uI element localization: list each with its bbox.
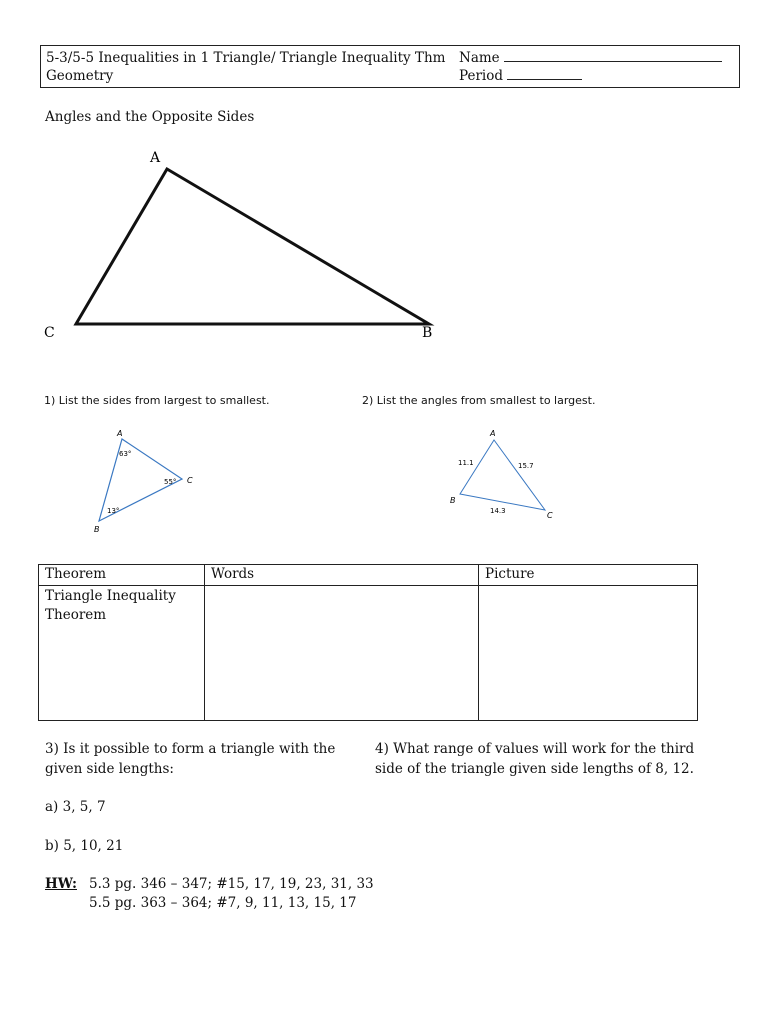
hw-line-1: 5.3 pg. 346 – 347; #15, 17, 19, 23, 31, 33 bbox=[89, 876, 374, 892]
q2-vertex-b: B bbox=[450, 496, 456, 505]
vertex-label-a: A bbox=[150, 150, 161, 166]
question-4-line-2: side of the triangle given side lengths of 8, 12. bbox=[375, 761, 694, 777]
q1-vertex-b: B bbox=[94, 525, 100, 534]
q2-triangle bbox=[460, 440, 545, 510]
table-row bbox=[39, 586, 698, 721]
header-picture: Picture bbox=[479, 565, 698, 586]
question-3a: a) 3, 5, 7 bbox=[45, 799, 106, 815]
hw-label: HW: bbox=[45, 876, 77, 892]
q2-side-ac: 15.7 bbox=[518, 462, 534, 470]
q2-vertex-c: C bbox=[547, 511, 553, 520]
q1-angle-b: 13° bbox=[107, 507, 120, 515]
words-cell[interactable] bbox=[205, 586, 479, 721]
hw-line-2: 5.5 pg. 363 – 364; #7, 9, 11, 13, 15, 17 bbox=[89, 895, 357, 911]
section-title: Angles and the Opposite Sides bbox=[45, 109, 255, 125]
question-3-line-2: given side lengths: bbox=[45, 761, 174, 777]
question-2-text: 2) List the angles from smallest to largest. bbox=[362, 394, 596, 407]
q1-vertex-c: C bbox=[187, 476, 193, 485]
q1-angle-c: 55° bbox=[164, 478, 177, 486]
table-header-row bbox=[39, 565, 698, 586]
q2-side-ab: 11.1 bbox=[458, 459, 474, 467]
vertex-label-c: C bbox=[44, 325, 55, 341]
period-label: Period bbox=[459, 68, 504, 84]
theorem-name-cell: Triangle Inequality Theorem bbox=[39, 586, 205, 721]
picture-cell[interactable] bbox=[479, 586, 698, 721]
worksheet-title: 5-3/5-5 Inequalities in 1 Triangle/ Triangle Inequality Thm bbox=[46, 50, 446, 66]
name-label: Name bbox=[459, 50, 500, 66]
header-theorem: Theorem bbox=[39, 565, 205, 586]
theorem-table bbox=[38, 564, 698, 721]
question-3-line-1: 3) Is it possible to form a triangle with the bbox=[45, 741, 336, 757]
vertex-label-b: B bbox=[422, 325, 433, 341]
question-1-text: 1) List the sides from largest to smallest. bbox=[44, 394, 270, 407]
q2-side-bc: 14.3 bbox=[490, 507, 506, 515]
q1-vertex-a: A bbox=[117, 429, 123, 438]
subject-label: Geometry bbox=[46, 68, 114, 84]
header-words: Words bbox=[205, 565, 479, 586]
q2-vertex-a: A bbox=[490, 429, 496, 438]
q1-angle-a: 63° bbox=[119, 450, 132, 458]
question-4-line-1: 4) What range of values will work for the third bbox=[375, 741, 695, 757]
question-3b: b) 5, 10, 21 bbox=[45, 838, 124, 854]
